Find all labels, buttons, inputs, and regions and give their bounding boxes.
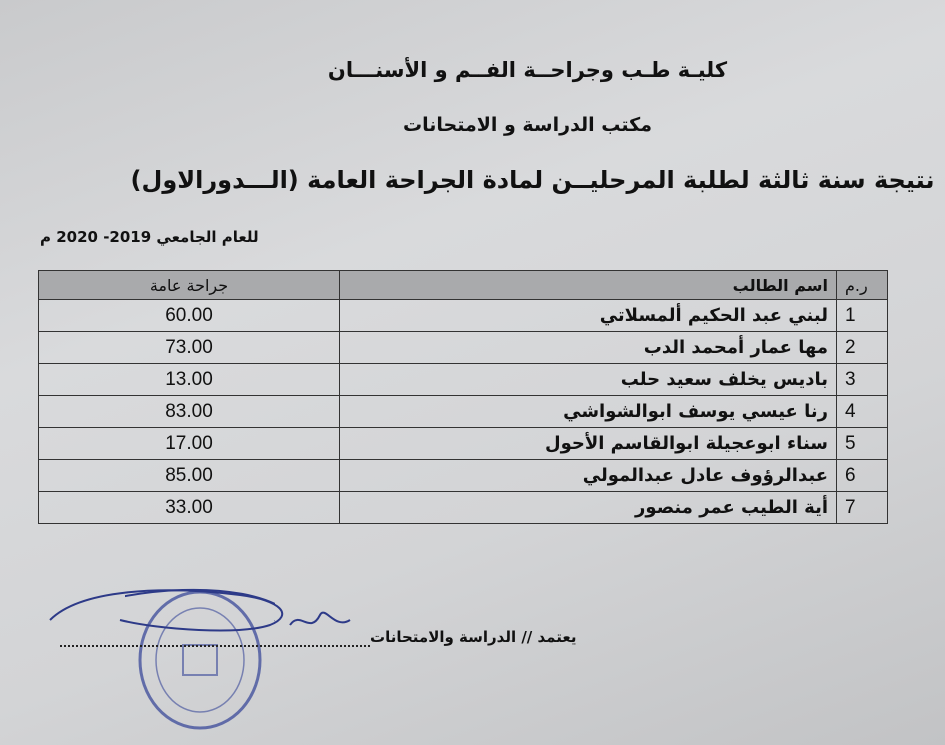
table-row <box>39 396 888 428</box>
row-number: 4 <box>837 396 888 428</box>
table-row <box>39 428 888 460</box>
faculty-name: كليـة طـب وجراحــة الفــم و الأسنـــان <box>327 58 728 82</box>
row-number: 6 <box>837 460 888 492</box>
student-name: باديس يخلف سعيد حلب <box>340 364 837 396</box>
office-name: مكتب الدراسة و الامتحانات <box>403 114 652 136</box>
row-number: 5 <box>837 428 888 460</box>
signature <box>40 580 370 650</box>
row-number: 3 <box>837 364 888 396</box>
student-name: مها عمار أمحمد الدب <box>340 332 837 364</box>
table-header-row <box>39 271 888 300</box>
signature-line <box>60 645 370 647</box>
table-row <box>39 364 888 396</box>
grade-value: 60.00 <box>39 300 340 332</box>
row-number: 1 <box>837 300 888 332</box>
table-row <box>39 332 888 364</box>
student-name: رنا عيسي يوسف ابوالشواشي <box>340 396 837 428</box>
grade-value: 13.00 <box>39 364 340 396</box>
document-title: نتيجة سنة ثالثة لطلبة المرحليــن لمادة الجراحة العامة (الـــدورالاول) <box>130 166 935 194</box>
grade-value: 33.00 <box>39 492 340 524</box>
table-row <box>39 460 888 492</box>
grade-value: 85.00 <box>39 460 340 492</box>
approval-label: يعتمد // الدراسة والامتحانات <box>370 628 577 646</box>
grade-value: 17.00 <box>39 428 340 460</box>
row-number: 2 <box>837 332 888 364</box>
student-name: أية الطيب عمر منصور <box>340 492 837 524</box>
student-name: عبدالرؤوف عادل عبدالمولي <box>340 460 837 492</box>
student-name: سناء ابوعجيلة ابوالقاسم الأحول <box>340 428 837 460</box>
table-row <box>39 492 888 524</box>
student-name: لبني عبد الحكيم ألمسلاتي <box>340 300 837 332</box>
grade-value: 73.00 <box>39 332 340 364</box>
column-header-number: ر.م <box>837 271 888 300</box>
column-header-grade: جراحة عامة <box>39 271 340 300</box>
academic-year: للعام الجامعي 2019- 2020 م <box>40 228 259 246</box>
row-number: 7 <box>837 492 888 524</box>
column-header-name: اسم الطالب <box>340 271 837 300</box>
results-table <box>38 270 888 524</box>
table-row <box>39 300 888 332</box>
grade-value: 83.00 <box>39 396 340 428</box>
